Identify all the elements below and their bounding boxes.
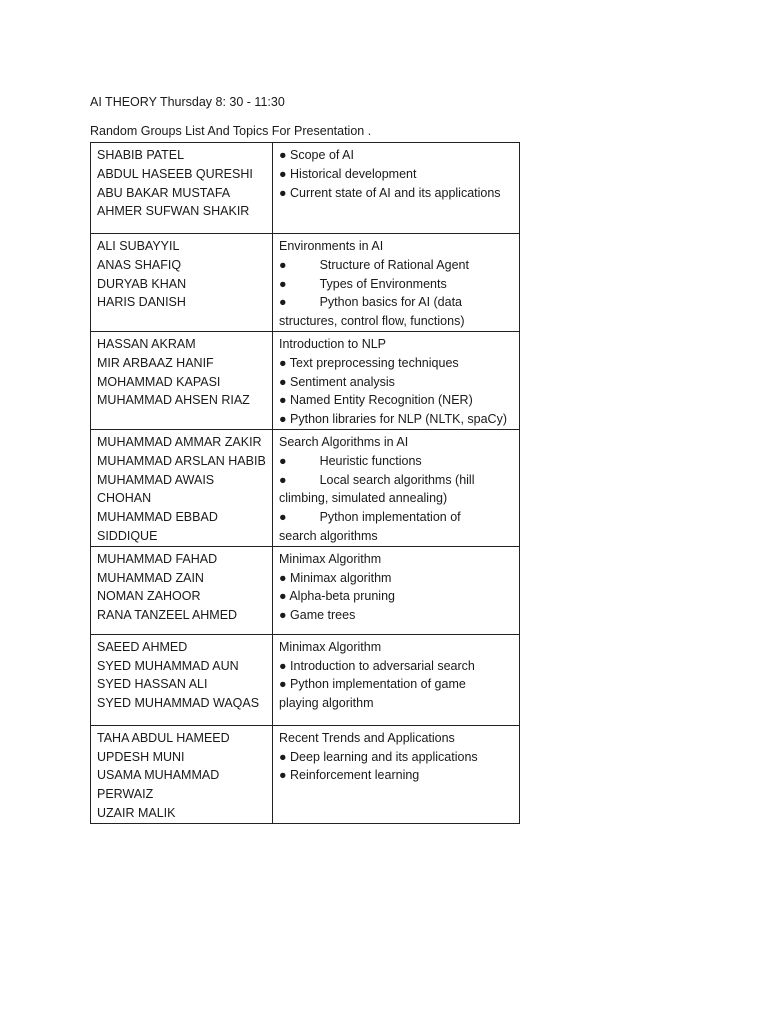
topic-item: ● Python implementation of game [279, 677, 466, 692]
group-row [91, 234, 520, 332]
topic-item: ● Local search algorithms (hill [279, 472, 475, 487]
topic-item: ● Python libraries for NLP (NLTK, spaCy) [279, 412, 507, 427]
topic-item: ● Historical development [279, 166, 417, 181]
group-topics-cell [273, 331, 520, 429]
topic-item-continuation: search algorithms [279, 528, 378, 543]
group-topics-cell [273, 546, 520, 634]
topic-item-continuation: playing algorithm [279, 696, 374, 711]
topic-heading: Minimax Algorithm [279, 551, 382, 566]
member-name: PERWAIZ [97, 787, 154, 802]
bullet: ● [279, 453, 287, 468]
group-row [91, 546, 520, 634]
document-subtitle: Random Groups List And Topics For Presentation . [90, 124, 372, 138]
topic-item: ● Introduction to adversarial search [279, 658, 475, 673]
group-members-cell [91, 725, 273, 823]
member-name: MIR ARBAAZ HANIF [97, 355, 214, 370]
topic-item: ● Heuristic functions [279, 453, 422, 468]
member-name: RANA TANZEEL AHMED [97, 608, 238, 623]
member-name: SYED MUHAMMAD AUN [97, 658, 239, 673]
topic-heading: Introduction to NLP [279, 336, 387, 351]
group-members-cell [91, 331, 273, 429]
bullet: ● [279, 257, 287, 272]
member-name: MUHAMMAD ZAIN [97, 570, 204, 585]
group-members-cell [91, 634, 273, 725]
member-name: UZAIR MALIK [97, 805, 176, 820]
member-name: UPDESH MUNI [97, 749, 185, 764]
groups-table [90, 142, 520, 824]
member-name: CHOHAN [97, 491, 152, 506]
member-name: SIDDIQUE [97, 528, 158, 543]
member-name: HASSAN AKRAM [97, 336, 196, 351]
group-row [91, 429, 520, 546]
topic-item: ● Python implementation of [279, 510, 461, 525]
member-name: SAEED AHMED [97, 639, 188, 654]
member-name: MUHAMMAD AWAIS [97, 472, 215, 487]
member-name: HARIS DANISH [97, 295, 186, 310]
topic-item: ● Types of Environments [279, 276, 447, 291]
topic-item-continuation: structures, control flow, functions) [279, 314, 465, 329]
member-name: SHABIB PATEL [97, 148, 185, 162]
topic-item: ● Current state of AI and its applications [279, 185, 501, 200]
bullet: ● [279, 276, 287, 291]
member-name: NOMAN ZAHOOR [97, 589, 201, 604]
topic-item: ● Minimax algorithm [279, 570, 392, 585]
topic-item-continuation: climbing, simulated annealing) [279, 491, 448, 506]
group-members-cell [91, 429, 273, 546]
member-name: MUHAMMAD FAHAD [97, 551, 218, 566]
topic-item: ● Reinforcement learning [279, 768, 420, 783]
group-topics-cell [273, 429, 520, 546]
group-members-cell [91, 546, 273, 634]
group-row [91, 331, 520, 429]
group-members-cell [91, 143, 273, 234]
topic-item: ● Text preprocessing techniques [279, 355, 459, 370]
bullet: ● [279, 510, 287, 525]
member-name: ABU BAKAR MUSTAFA [97, 185, 231, 200]
group-row [91, 634, 520, 725]
member-name: USAMA MUHAMMAD [97, 768, 220, 783]
group-topics-cell [273, 143, 520, 234]
member-name: ANAS SHAFIQ [97, 257, 182, 272]
topic-heading: Environments in AI [279, 239, 384, 253]
member-name: ALI SUBAYYIL [97, 239, 180, 253]
group-members-cell [91, 234, 273, 332]
group-topics-cell [273, 234, 520, 332]
member-name: SYED HASSAN ALI [97, 677, 208, 692]
member-name: MUHAMMAD AHSEN RIAZ [97, 393, 250, 408]
member-name: MOHAMMAD KAPASI [97, 374, 221, 389]
group-row [91, 725, 520, 823]
topic-item: ● Structure of Rational Agent [279, 257, 469, 272]
document-title: AI THEORY Thursday 8: 30 - 11:30 [90, 95, 285, 109]
bullet: ● [279, 472, 287, 487]
bullet: ● [279, 295, 287, 310]
topic-item: ● Scope of AI [279, 148, 354, 162]
topic-item: ● Alpha-beta pruning [279, 589, 395, 604]
group-row [91, 143, 520, 234]
member-name: AHMER SUFWAN SHAKIR [97, 204, 250, 219]
member-name: DURYAB KHAN [97, 276, 187, 291]
topic-item: ● Named Entity Recognition (NER) [279, 393, 473, 408]
topic-heading: Recent Trends and Applications [279, 730, 455, 745]
topic-item: ● Game trees [279, 608, 356, 623]
group-topics-cell [273, 634, 520, 725]
member-name: MUHAMMAD EBBAD [97, 510, 218, 525]
topic-item: ● Deep learning and its applications [279, 749, 478, 764]
member-name: MUHAMMAD ARSLAN HABIB [97, 453, 266, 468]
member-name: ABDUL HASEEB QURESHI [97, 166, 253, 181]
topic-item: ● Python basics for AI (data [279, 295, 463, 310]
group-topics-cell [273, 725, 520, 823]
member-name: SYED MUHAMMAD WAQAS [97, 696, 260, 711]
member-name: MUHAMMAD AMMAR ZAKIR [97, 434, 262, 449]
topic-heading: Search Algorithms in AI [279, 434, 409, 449]
member-name: TAHA ABDUL HAMEED [97, 730, 230, 745]
topic-item: ● Sentiment analysis [279, 374, 395, 389]
topic-heading: Minimax Algorithm [279, 639, 382, 654]
